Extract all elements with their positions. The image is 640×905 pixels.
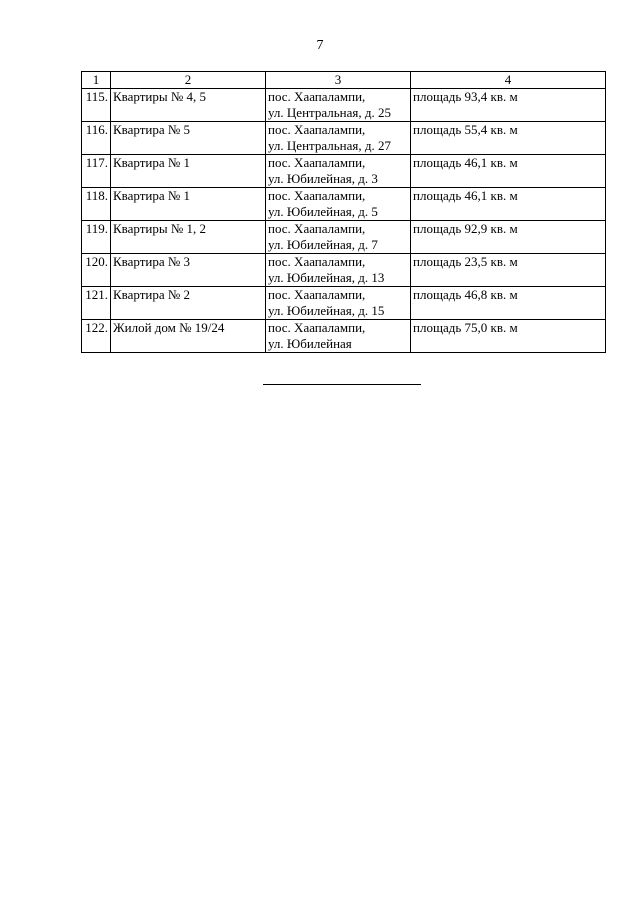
row-number: 120. <box>82 254 111 287</box>
object-area: площадь 55,4 кв. м <box>411 122 606 155</box>
object-address <box>266 254 411 287</box>
table-row <box>82 221 606 254</box>
header-col-1: 1 <box>82 72 111 89</box>
row-number: 122. <box>82 320 111 353</box>
object-address <box>266 287 411 320</box>
row-number: 118. <box>82 188 111 221</box>
object-area: площадь 46,1 кв. м <box>411 188 606 221</box>
object-area: площадь 93,4 кв. м <box>411 89 606 122</box>
address-line: ул. Юбилейная, д. 15 <box>268 303 385 318</box>
object-name: Квартира № 1 <box>111 155 266 188</box>
object-address <box>266 155 411 188</box>
address-line: ул. Центральная, д. 27 <box>268 138 391 153</box>
address-line: ул. Центральная, д. 25 <box>268 105 391 120</box>
table-row <box>82 188 606 221</box>
address-line: пос. Хаапалампи, <box>268 89 366 104</box>
object-area: площадь 23,5 кв. м <box>411 254 606 287</box>
object-address <box>266 122 411 155</box>
address-line: пос. Хаапалампи, <box>268 254 366 269</box>
object-name: Квартиры № 4, 5 <box>111 89 266 122</box>
table-row <box>82 254 606 287</box>
row-number: 119. <box>82 221 111 254</box>
end-of-document-rule <box>263 384 421 385</box>
object-name: Квартира № 2 <box>111 287 266 320</box>
table-header-row <box>82 72 606 89</box>
object-name: Квартира № 3 <box>111 254 266 287</box>
row-number: 115. <box>82 89 111 122</box>
table-row <box>82 320 606 353</box>
object-area: площадь 75,0 кв. м <box>411 320 606 353</box>
row-number: 121. <box>82 287 111 320</box>
row-number: 116. <box>82 122 111 155</box>
table-row <box>82 287 606 320</box>
object-area: площадь 92,9 кв. м <box>411 221 606 254</box>
row-number: 117. <box>82 155 111 188</box>
property-table <box>81 71 606 353</box>
address-line: пос. Хаапалампи, <box>268 155 366 170</box>
table-row <box>82 122 606 155</box>
object-address <box>266 188 411 221</box>
address-line: пос. Хаапалампи, <box>268 122 366 137</box>
object-address <box>266 221 411 254</box>
header-col-2: 2 <box>111 72 266 89</box>
object-area: площадь 46,1 кв. м <box>411 155 606 188</box>
address-line: ул. Юбилейная, д. 13 <box>268 270 385 285</box>
object-address <box>266 320 411 353</box>
address-line: ул. Юбилейная, д. 7 <box>268 237 378 252</box>
header-col-4: 4 <box>411 72 606 89</box>
object-name: Квартира № 1 <box>111 188 266 221</box>
address-line: пос. Хаапалампи, <box>268 320 366 335</box>
object-name: Квартиры № 1, 2 <box>111 221 266 254</box>
object-area: площадь 46,8 кв. м <box>411 287 606 320</box>
table-row <box>82 89 606 122</box>
object-name: Квартира № 5 <box>111 122 266 155</box>
address-line: ул. Юбилейная, д. 3 <box>268 171 378 186</box>
object-address <box>266 89 411 122</box>
address-line: ул. Юбилейная, д. 5 <box>268 204 378 219</box>
header-col-3: 3 <box>266 72 411 89</box>
object-name: Жилой дом № 19/24 <box>111 320 266 353</box>
address-line: пос. Хаапалампи, <box>268 221 366 236</box>
address-line: пос. Хаапалампи, <box>268 188 366 203</box>
address-line: ул. Юбилейная <box>268 336 352 351</box>
table-row <box>82 155 606 188</box>
page-number: 7 <box>316 38 324 53</box>
address-line: пос. Хаапалампи, <box>268 287 366 302</box>
